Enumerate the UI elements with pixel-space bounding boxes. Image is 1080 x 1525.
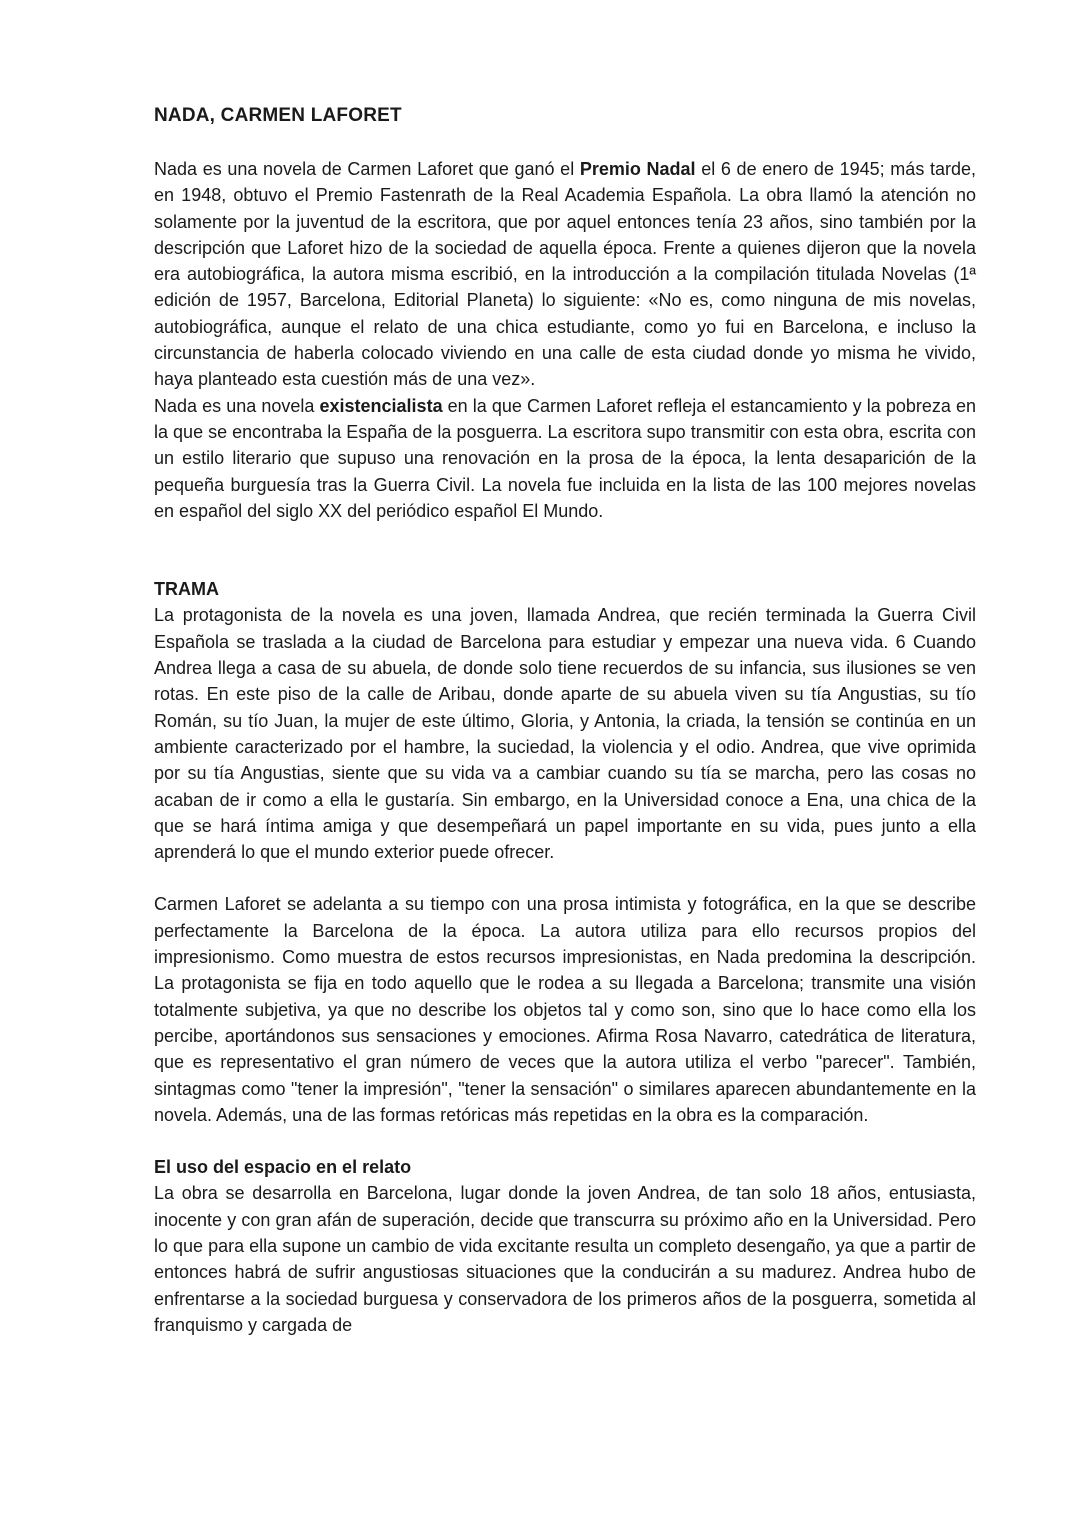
intro-p2-text-a: Nada es una novela [154,395,320,416]
intro-p1-text-a: Nada es una novela de Carmen Laforet que ganó el [154,159,580,179]
espacio-heading: El uso del espacio en el relato [154,1157,412,1178]
document-page [154,103,976,1338]
intro-paragraph-2 [154,393,976,524]
premio-nadal-bold: Premio Nadal [579,159,696,179]
section-spacer [154,524,976,576]
existencialista-bold: existencialista [319,395,443,416]
paragraph-spacer [154,1128,976,1154]
trama-paragraph-1: La protagonista de la novela es una joven, llamada Andrea, que recién terminada la Guerra Civil Española se traslada a la ciudad de Barcelona para estudiar y empezar una nueva vida. 6 Cuando Andrea llega a casa de su abuela, de donde solo tiene recuerdos de su infancia, sus ilusiones se ven rotas. En este piso de la calle de Aribau, donde aparte de su abuela viven su tía Angustias, su tío Román, su tío Juan, la mujer de este último, Gloria, y Antonia, la criada, la tensión se continúa en un ambiente caracterizado por el hambre, la suciedad, la violencia y el odio. Andrea, que vive oprimida por su tía Angustias, siente que su vida va a cambiar cuando su tía se marcha, pero las cosas no acaban de ir como a ella le gustaría. Sin embargo, en la Universidad conoce a Ena, una chica de la que se hará íntima amiga y que desempeñará un papel importante en su vida, pues junto a ella aprenderá lo que el mundo exterior puede ofrecer. [154,605,976,863]
trama-heading: TRAMA [154,579,219,600]
intro-p2-text-b: en la que Carmen Laforet refleja el estancamiento y la pobreza en la que se encontraba la España de la posguerra. La escritora supo transmitir con esta obra, escrita con un estilo literario que supuso una renovación en la prosa de la época, la lenta desaparición de la pequeña burguesía tras la Guerra Civil. La novela fue incluida en la lista de las 100 mejores novelas en español del siglo XX del periódico español El Mundo. [154,395,976,521]
document-title: NADA, CARMEN LAFORET [154,105,402,126]
espacio-paragraph-1: La obra se desarrolla en Barcelona, lugar donde la joven Andrea, de tan solo 18 años, entusiasta, inocente y con gran afán de superación, decide que transcurra su próximo año en la Universidad. Pero lo que para ella supone un cambio de vida excitante resulta un completo desengaño, ya que a partir de entonces habrá de sufrir angustiosas situaciones que la conducirán a su madurez. Andrea hubo de enfrentarse a la sociedad burguesa y conservadora de los primeros años de la posguerra, sometida al franquismo y cargada de [154,1183,976,1335]
trama-paragraph-2: Carmen Laforet se adelanta a su tiempo con una prosa intimista y fotográfica, en la que se describe perfectamente la Barcelona de la época. La autora utiliza para ello recursos propios del impresionismo. Como muestra de estos recursos impresionistas, en Nada predomina la descripción. La protagonista se fija en todo aquello que le rodea a su llegada a Barcelona; transmite una visión totalmente subjetiva, ya que no describe los objetos tal y como son, sino que lo hace como ella los percibe, aportándonos sus sensaciones y emociones. Afirma Rosa Navarro, catedrática de literatura, que es representativo el gran número de veces que la autora utiliza el verbo "parecer". También, sintagmas como "tener la impresión", "tener la sensación" o similares aparecen abundantemente en la novela. Además, una de las formas retóricas más repetidas en la obra es la comparación. [154,894,976,1125]
intro-paragraph-1 [154,156,976,393]
intro-p1-text-b: el 6 de enero de 1945; más tarde, en 1948, obtuvo el Premio Fastenrath de la Real Academia Española. La obra llamó la atención no solamente por la juventud de la escritora, que por aquel entonces tenía 23 años, sino también por la descripción que Laforet hizo de la sociedad de aquella época. Frente a quienes dijeron que la novela era autobiográfica, la autora misma escribió, en la introducción a la compilación titulada Novelas (1ª edición de 1957, Barcelona, Editorial Planeta) lo siguiente: «No es, como ninguna de mis novelas, autobiográfica, aunque el relato de una chica estudiante, como yo fui en Barcelona, e incluso la circunstancia de haberla colocado viviendo en una calle de esta ciudad donde yo misma he vivido, haya planteado esta cuestión más de una vez». [154,159,976,390]
paragraph-spacer [154,865,976,891]
